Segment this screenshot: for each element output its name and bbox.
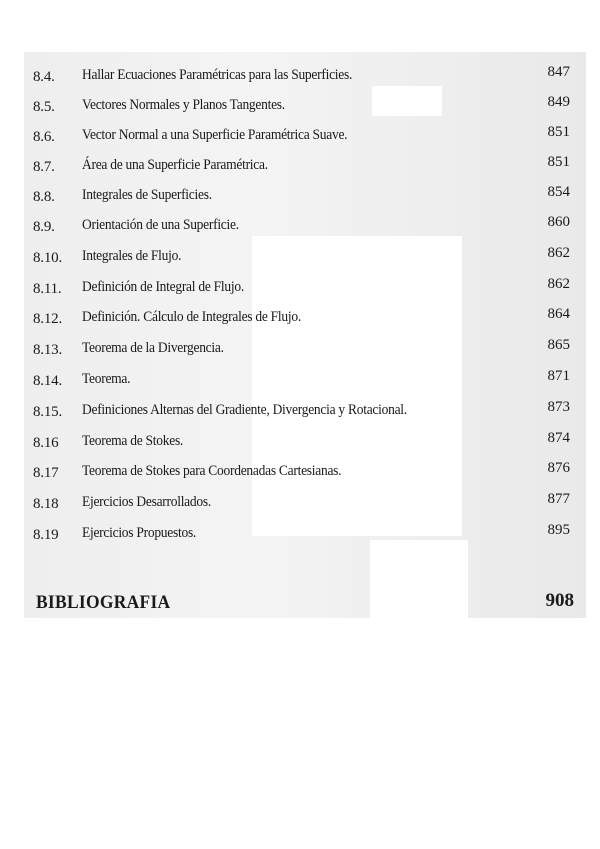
toc-entry-page: 862: [547, 245, 570, 261]
toc-entry-page: 851: [547, 154, 570, 170]
toc-entry-title: Integrales de Flujo.: [82, 248, 182, 264]
toc-entry-page: 864: [547, 306, 570, 322]
toc-entry-page: 877: [547, 491, 570, 507]
toc-entry-number: 8.11.: [33, 281, 62, 297]
toc-entry[interactable]: [0, 430, 600, 460]
toc-entry[interactable]: [0, 306, 600, 336]
bibliography-heading: BIBLIOGRAFIA: [36, 592, 171, 613]
toc-entry[interactable]: [0, 214, 600, 244]
toc-entry-title: Área de una Superficie Paramétrica.: [82, 157, 268, 173]
toc-entry-number: 8.10.: [33, 250, 63, 266]
toc-entry-page: 849: [547, 94, 570, 110]
toc-entry-title: Integrales de Superficies.: [82, 187, 212, 203]
toc-entry[interactable]: [0, 184, 600, 214]
toc-entry-page: 874: [547, 430, 570, 446]
toc-entry-page: 854: [547, 184, 570, 200]
toc-entry-title: Hallar Ecuaciones Paramétricas para las Superficies.: [82, 67, 353, 83]
toc-entry-page: 862: [547, 276, 570, 292]
toc-entry-title: Ejercicios Propuestos.: [82, 525, 197, 541]
toc-entry-number: 8.16: [33, 435, 59, 451]
toc-entry-number: 8.8.: [33, 189, 55, 205]
bibliography-page: 908: [545, 590, 574, 611]
toc-entry-number: 8.6.: [33, 129, 55, 145]
toc-entry[interactable]: [0, 64, 600, 94]
toc-entry-title: Definición. Cálculo de Integrales de Flujo.: [82, 309, 301, 325]
toc-entry-page: 873: [547, 399, 570, 415]
toc-entry-title: Definición de Integral de Flujo.: [82, 279, 244, 295]
toc-entry[interactable]: [0, 460, 600, 490]
toc-entry[interactable]: [0, 94, 600, 124]
toc-entry-title: Teorema de la Divergencia.: [82, 340, 224, 356]
toc-entry[interactable]: [0, 124, 600, 154]
toc-entry[interactable]: [0, 276, 600, 306]
toc-entry-number: 8.7.: [33, 159, 55, 175]
toc-entry-number: 8.5.: [33, 99, 55, 115]
toc-entry-title: Teorema.: [82, 371, 131, 387]
toc-entry-page: 871: [547, 368, 570, 384]
toc-entry-title: Vectores Normales y Planos Tangentes.: [82, 97, 285, 113]
toc-entry-number: 8.18: [33, 496, 59, 512]
toc-entry-number: 8.19: [33, 527, 59, 543]
toc-entry-title: Vector Normal a una Superficie Paramétrica Suave.: [82, 127, 348, 143]
toc-entry-number: 8.17: [33, 465, 59, 481]
toc-entry-number: 8.13.: [33, 342, 63, 358]
toc-entry-page: 865: [547, 337, 570, 353]
toc-entry-title: Teorema de Stokes.: [82, 433, 184, 449]
toc-entry-title: Teorema de Stokes para Coordenadas Cartesianas.: [82, 463, 342, 479]
toc-entry[interactable]: [0, 337, 600, 367]
toc-entry[interactable]: [0, 154, 600, 184]
toc-entry-title: Ejercicios Desarrollados.: [82, 494, 211, 510]
toc-entry-page: 876: [547, 460, 570, 476]
toc-entry[interactable]: [0, 245, 600, 275]
toc-entry-title: Orientación de una Superficie.: [82, 217, 239, 233]
toc-entry[interactable]: [0, 491, 600, 521]
toc-entry-number: 8.9.: [33, 219, 55, 235]
toc-entry[interactable]: [0, 522, 600, 552]
toc-entry[interactable]: [0, 399, 600, 429]
toc-entry-page: 860: [547, 214, 570, 230]
toc-entry-page: 851: [547, 124, 570, 140]
toc-entry[interactable]: [0, 368, 600, 398]
toc-entry-title: Definiciones Alternas del Gradiente, Divergencia y Rotacional.: [82, 402, 407, 418]
toc-bibliography-entry[interactable]: [0, 588, 600, 622]
toc-entry-page: 895: [547, 522, 570, 538]
toc-entry-number: 8.12.: [33, 311, 63, 327]
toc-entry-number: 8.15.: [33, 404, 63, 420]
toc-entry-number: 8.14.: [33, 373, 63, 389]
toc-entry-number: 8.4.: [33, 69, 55, 85]
toc-entry-page: 847: [547, 64, 570, 80]
